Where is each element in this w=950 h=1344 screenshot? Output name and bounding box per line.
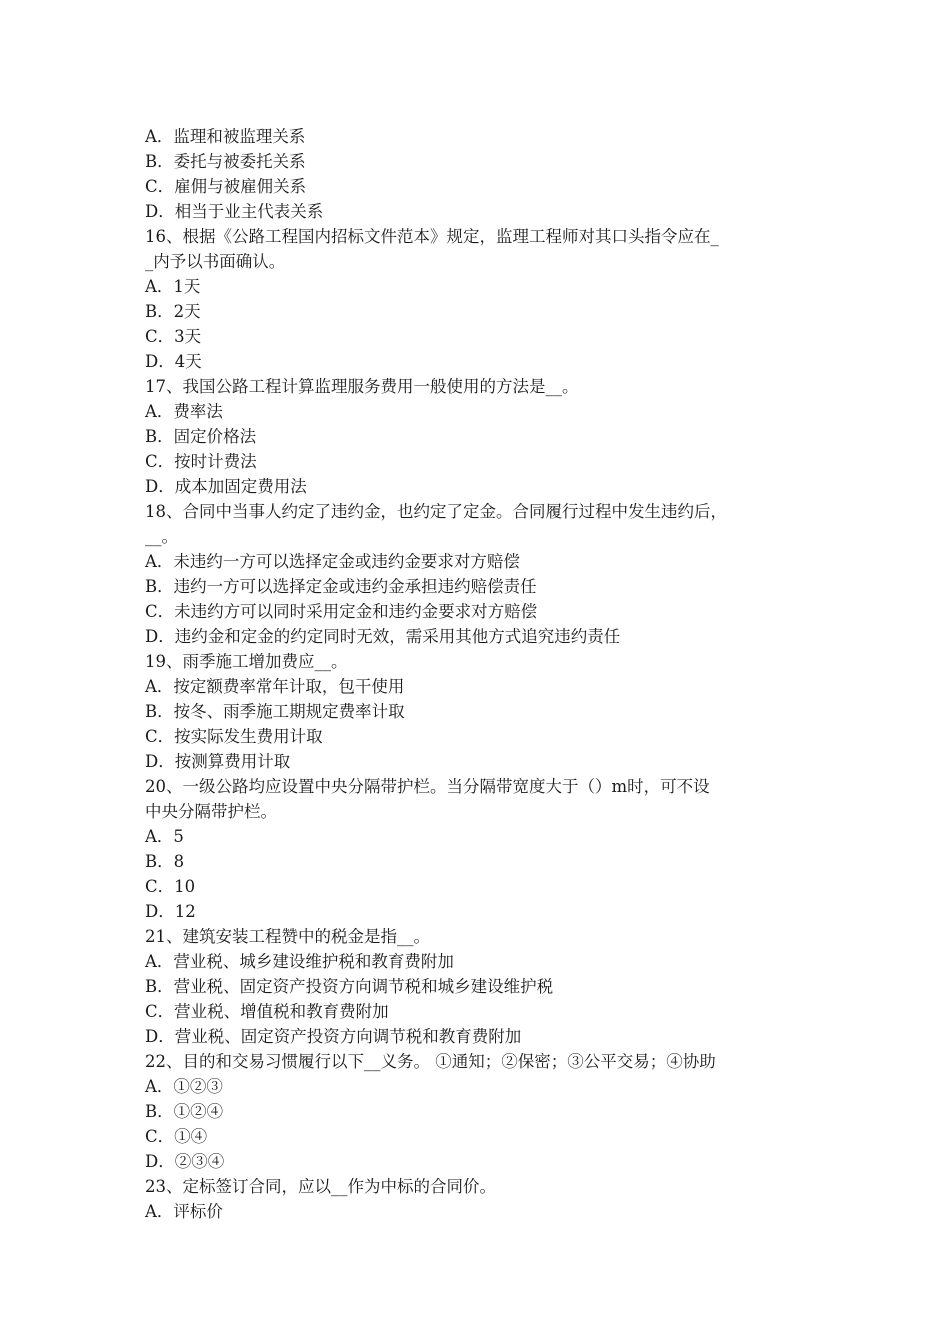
text-line: D．12 xyxy=(145,902,196,921)
text-line: B．2天 xyxy=(145,302,201,321)
text-line: _内予以书面确认。 xyxy=(145,252,286,271)
text-line: A．按定额费率常年计取，包干使用 xyxy=(145,677,405,696)
text-line: 22、目的和交易习惯履行以下__义务。 ①通知；②保密；③公平交易；④协助 xyxy=(145,1052,716,1071)
text-line: D．成本加固定费用法 xyxy=(145,477,307,496)
text-line: 23、定标签订合同，应以__作为中标的合同价。 xyxy=(145,1177,496,1196)
text-line: B．按冬、雨季施工期规定费率计取 xyxy=(145,702,405,721)
text-line: C．3天 xyxy=(145,327,202,346)
text-line: 18、合同中当事人约定了违约金，也约定了定金。合同履行过程中发生违约后， xyxy=(145,502,727,521)
text-line: 16、根据《公路工程国内招标文件范本》规定，监理工程师对其口头指令应在_ xyxy=(145,227,719,246)
text-line: A．监理和被监理关系 xyxy=(145,127,306,146)
text-line: A．①②③ xyxy=(145,1077,223,1096)
text-line: A．5 xyxy=(145,827,184,846)
text-line: C．10 xyxy=(145,877,196,896)
text-line: D．营业税、固定资产投资方向调节税和教育费附加 xyxy=(145,1027,522,1046)
text-line: C．①④ xyxy=(145,1127,208,1146)
text-line: 中央分隔带护栏。 xyxy=(145,802,277,821)
text-line: __。 xyxy=(145,527,178,546)
text-line: 21、建筑安装工程赞中的税金是指__。 xyxy=(145,927,430,946)
text-line: D．4天 xyxy=(145,352,202,371)
text-line: C．按实际发生费用计取 xyxy=(145,727,323,746)
text-line: D．按测算费用计取 xyxy=(145,752,291,771)
text-line: D．相当于业主代表关系 xyxy=(145,202,324,221)
text-line: D．违约金和定金的约定同时无效，需采用其他方式追究违约责任 xyxy=(145,627,621,646)
text-line: C．按时计费法 xyxy=(145,452,257,471)
text-line: C．营业税、增值税和教育费附加 xyxy=(145,1002,389,1021)
text-line: D．②③④ xyxy=(145,1152,225,1171)
text-line: B．营业税、固定资产投资方向调节税和城乡建设维护税 xyxy=(145,977,554,996)
text-line: 20、一级公路均应设置中央分隔带护栏。当分隔带宽度大于（）m时，可不设 xyxy=(145,777,710,796)
text-line: A．营业税、城乡建设维护税和教育费附加 xyxy=(145,952,454,971)
text-line: A．1天 xyxy=(145,277,201,296)
document-body xyxy=(145,124,825,1224)
text-line: C．未违约方可以同时采用定金和违约金要求对方赔偿 xyxy=(145,602,538,621)
text-line: B．委托与被委托关系 xyxy=(145,152,306,171)
text-line: 19、雨季施工增加费应__。 xyxy=(145,652,348,671)
text-line: B．8 xyxy=(145,852,185,871)
text-line: B．固定价格法 xyxy=(145,427,257,446)
text-line: A．未违约一方可以选择定金或违约金要求对方赔偿 xyxy=(145,552,520,571)
text-line: C．雇佣与被雇佣关系 xyxy=(145,177,307,196)
text-line: B．违约一方可以选择定金或违约金承担违约赔偿责任 xyxy=(145,577,537,596)
text-line: 17、我国公路工程计算监理服务费用一般使用的方法是__。 xyxy=(145,377,579,396)
text-line: A．费率法 xyxy=(145,402,223,421)
text-line: A．评标价 xyxy=(145,1202,223,1221)
text-line: B．①②④ xyxy=(145,1102,224,1121)
